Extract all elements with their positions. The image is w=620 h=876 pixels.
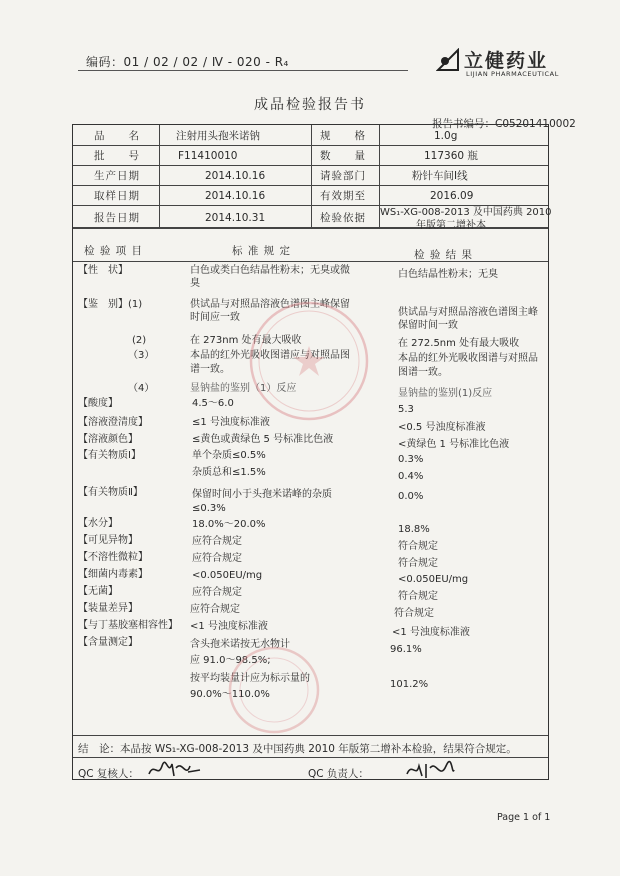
item-result: 保留时间一致 (398, 320, 458, 331)
column-header-standard: 标 准 规 定 (232, 245, 292, 257)
item-result: <0.050EU/mg (398, 574, 469, 585)
item-standard: 18.0%～20.0% (192, 519, 266, 530)
item-standard: 在 273nm 处有最大吸收 (190, 335, 302, 346)
conclusion: 结 论：本品按 WS₁-XG-008-2013 及中国药典 2010 年版第二增补本检验，结果符合规定。 (78, 743, 517, 755)
item-standard: 时间应一致 (190, 312, 240, 323)
item-result: 18.8% (398, 524, 430, 535)
label-batch: 批 号 (94, 150, 140, 162)
value-expiry: 2016.09 (430, 190, 474, 202)
item-name: 【性 状】 (78, 265, 128, 276)
item-result: 图谱一致。 (398, 367, 448, 378)
item-standard: 单个杂质≤0.5% (192, 450, 266, 461)
label-basis: 检验依据 (320, 212, 366, 224)
reviewer-label: QC 复核人： (78, 768, 139, 780)
value-batch: F11410010 (178, 150, 238, 162)
item-name: 【与丁基胶塞相容性】 (78, 620, 178, 631)
label-report-date: 报告日期 (94, 212, 140, 224)
item-name: 【鉴 别】(1) (78, 299, 143, 310)
item-name: （3） (128, 350, 155, 361)
item-result: 在 272.5nm 处有最大吸收 (398, 338, 520, 349)
manager-label: QC 负责人： (308, 768, 369, 780)
label-expiry: 有效期至 (320, 190, 366, 202)
item-name: 【酸度】 (78, 398, 118, 409)
column-header-item: 检 验 项 目 (84, 245, 144, 257)
document-code: 编码：01 / 02 / 02 / Ⅳ - 020 - R₄ (86, 55, 289, 69)
item-standard: <1 号浊度标准液 (190, 621, 268, 632)
value-sampling-date: 2014.10.16 (205, 190, 266, 202)
item-name: 【溶液颜色】 (78, 434, 138, 445)
item-standard: 应 91.0～98.5%; (190, 655, 271, 666)
item-result: <黄绿色 1 号标准比色液 (398, 439, 510, 450)
reviewer-signature-icon (146, 756, 202, 782)
logo-mark-icon (436, 48, 460, 72)
item-standard: 显钠盐的鉴别（1）反应 (190, 383, 297, 394)
item-standard: 含头孢米诺按无水物计 (190, 639, 290, 650)
item-standard: 90.0%～110.0% (190, 689, 270, 700)
value-report-date: 2014.10.31 (205, 212, 266, 224)
label-sampling-date: 取样日期 (94, 190, 140, 202)
item-result: 符合规定 (398, 591, 438, 602)
item-name: 【可见异物】 (78, 535, 138, 546)
column-header-result: 检 验 结 果 (414, 249, 474, 261)
item-result: 符合规定 (394, 608, 434, 619)
item-standard: ≤黄色或黄绿色 5 号标准比色液 (192, 434, 334, 445)
item-standard: 白色或类白色结晶性粉末；无臭或微 (190, 265, 350, 276)
company-name-en: LIJIAN PHARMACEUTICAL (466, 70, 559, 78)
item-standard: 应符合规定 (192, 553, 242, 564)
manager-signature-icon (404, 758, 456, 782)
item-result: 白色结晶性粉末；无臭 (398, 269, 498, 280)
label-product-name: 品 名 (94, 130, 140, 142)
item-name: 【装量差异】 (78, 603, 138, 614)
item-result: 96.1% (390, 644, 422, 655)
item-standard: 应符合规定 (192, 536, 242, 547)
item-standard: 本品的红外光吸收图谱应与对照品图 (190, 350, 350, 361)
item-standard: 应符合规定 (192, 587, 242, 598)
item-standard: 应符合规定 (190, 604, 240, 615)
value-quantity: 117360 瓶 (424, 150, 478, 162)
item-name: 【细菌内毒素】 (78, 569, 148, 580)
label-production-date: 生产日期 (94, 170, 140, 182)
item-result: 101.2% (390, 679, 429, 690)
item-name: 【有关物质Ⅱ】 (78, 487, 143, 498)
item-result: 符合规定 (398, 558, 438, 569)
item-result: 本品的红外光吸收图谱与对照品 (398, 353, 538, 364)
page-title: 成品检验报告书 (254, 97, 366, 113)
item-result: 供试品与对照品溶液色谱图主峰 (398, 307, 538, 318)
item-result: <1 号浊度标准液 (392, 627, 470, 638)
company-name-cn: 立健药业 (464, 50, 549, 72)
item-standard: <0.050EU/mg (192, 570, 263, 581)
company-logo (436, 44, 566, 80)
item-standard: 按平均装量计应为标示量的 (190, 673, 310, 684)
item-result: <0.5 号浊度标准液 (398, 422, 486, 433)
item-name: 【溶液澄清度】 (78, 417, 148, 428)
item-name: 【有关物质Ⅰ】 (78, 450, 141, 461)
item-name: （4） (128, 383, 155, 394)
item-standard: 保留时间小于头孢米诺峰的杂质 (192, 489, 332, 500)
code-underline (78, 70, 408, 71)
item-standard: ≤1 号浊度标准液 (192, 417, 270, 428)
value-product-name: 注射用头孢米诺钠 (176, 130, 260, 142)
item-name: 【水分】 (78, 518, 118, 529)
item-name: (2) (132, 335, 147, 346)
item-standard: 4.5～6.0 (192, 398, 234, 409)
value-basis-line2: 年版第二增补本 (416, 220, 486, 231)
report-number: 报告书编号：C05201410002 (432, 118, 576, 130)
label-spec: 规 格 (320, 130, 366, 142)
item-standard: ≤0.3% (192, 503, 226, 514)
item-standard: 臭 (190, 278, 200, 289)
qc-seal-icon (224, 642, 324, 738)
item-result: 0.4% (398, 471, 424, 482)
item-result: 0.3% (398, 454, 424, 465)
item-result: 0.0% (398, 491, 424, 502)
value-basis: WS₁-XG-008-2013 及中国药典 2010 (380, 207, 552, 218)
item-result: 符合规定 (398, 541, 438, 552)
inspection-seal-icon (244, 296, 374, 426)
value-production-date: 2014.10.16 (205, 170, 266, 182)
value-spec: 1.0g (434, 130, 458, 142)
value-request-dept: 粉针车间Ⅰ线 (412, 170, 468, 182)
item-standard: 供试品与对照品溶液色谱图主峰保留 (190, 299, 350, 310)
item-name: 【含量测定】 (78, 637, 138, 648)
label-quantity: 数 量 (320, 150, 366, 162)
item-name: 【不溶性微粒】 (78, 552, 148, 563)
label-request-dept: 请验部门 (320, 170, 366, 182)
page-number: Page 1 of 1 (497, 812, 551, 823)
item-result: 显钠盐的鉴别(1)反应 (398, 388, 493, 399)
item-name: 【无菌】 (78, 586, 118, 597)
item-standard: 杂质总和≤1.5% (192, 467, 266, 478)
item-result: 5.3 (398, 404, 414, 415)
item-standard: 谱一致。 (190, 364, 230, 375)
